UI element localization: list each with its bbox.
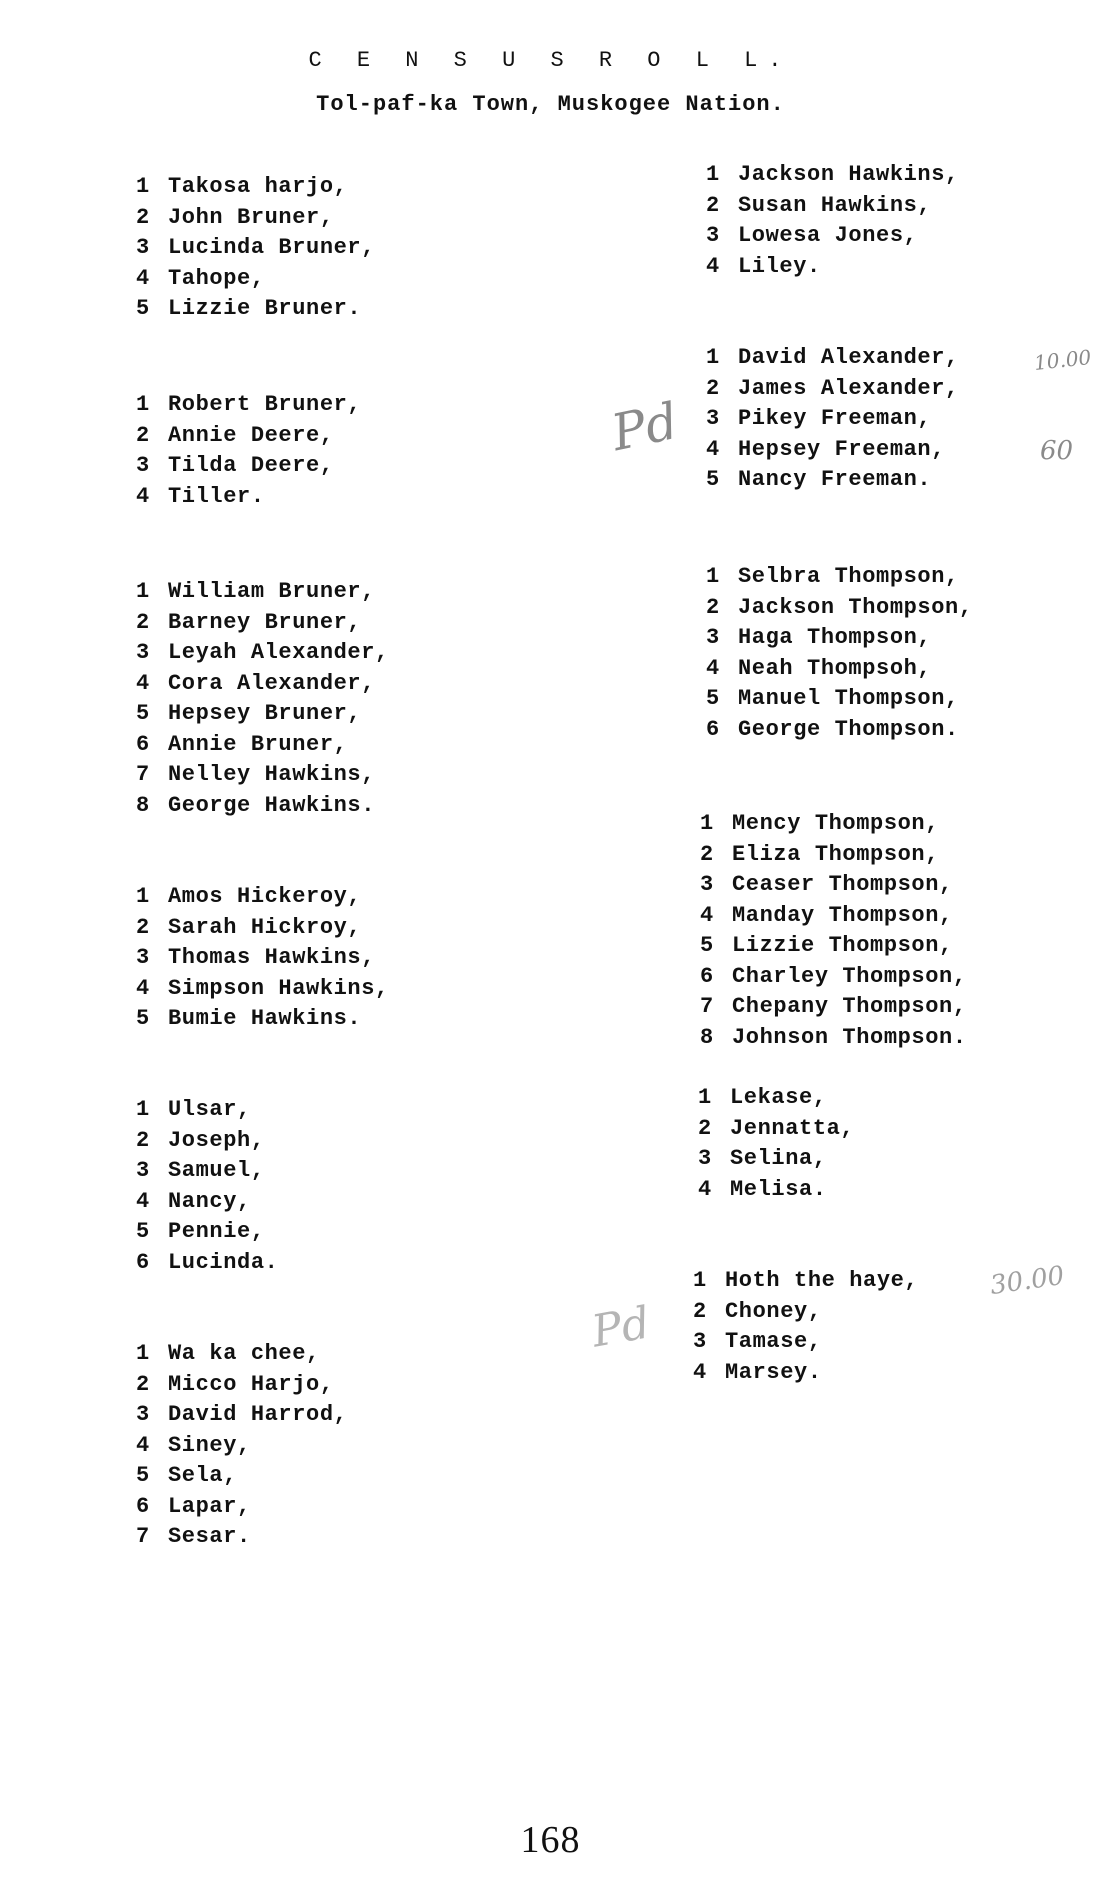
- census-entry: [706, 715, 973, 746]
- census-entry: [136, 172, 375, 203]
- entry-name: Selina,: [730, 1146, 827, 1171]
- census-entry: [136, 264, 375, 295]
- entry-name: Siney,: [168, 1432, 251, 1458]
- handwritten-amount: 10.00: [1032, 345, 1093, 375]
- entry-number: 5: [136, 701, 150, 726]
- entry-number: 1: [136, 579, 150, 604]
- census-entry: [136, 203, 375, 234]
- entry-number: 5: [136, 296, 150, 321]
- entry-number: 2: [136, 204, 150, 230]
- census-entry: [136, 1370, 347, 1401]
- entry-name: David Harrod,: [168, 1402, 348, 1427]
- entry-name: Bumie Hawkins.: [168, 1006, 362, 1031]
- family-group: [136, 577, 389, 821]
- entry-name: Sarah Hickroy,: [168, 914, 362, 940]
- entry-number: 6: [136, 1493, 150, 1519]
- census-entry: [136, 669, 389, 700]
- entry-number: 1: [706, 345, 720, 370]
- census-entry: [698, 1144, 854, 1175]
- census-entry: [136, 577, 389, 608]
- entry-name: Thomas Hawkins,: [168, 945, 376, 970]
- entry-number: 4: [136, 483, 150, 509]
- entry-name: Cora Alexander,: [168, 670, 376, 696]
- entry-number: 3: [700, 872, 714, 897]
- census-entry: [136, 1400, 347, 1431]
- family-group: [706, 160, 959, 282]
- entry-name: Amos Hickeroy,: [168, 884, 362, 909]
- family-group: [136, 882, 389, 1035]
- census-entry: [698, 1083, 854, 1114]
- entry-number: 2: [693, 1298, 707, 1324]
- entry-number: 4: [136, 1432, 150, 1458]
- census-entry: [700, 809, 967, 840]
- entry-name: Selbra Thompson,: [738, 564, 959, 589]
- census-entry: [136, 1248, 278, 1279]
- entry-number: 3: [706, 223, 720, 248]
- entry-name: Chepany Thompson,: [732, 994, 967, 1019]
- census-entry: [706, 160, 959, 191]
- family-group: [136, 172, 375, 325]
- census-entry: [136, 1217, 278, 1248]
- entry-name: Lucinda.: [168, 1249, 279, 1275]
- entry-number: 1: [136, 1341, 150, 1366]
- entry-name: James Alexander,: [738, 375, 959, 401]
- census-entry: [706, 684, 973, 715]
- entry-number: 5: [706, 686, 720, 711]
- census-entry: [136, 638, 389, 669]
- entry-number: 1: [700, 811, 714, 836]
- census-entry: [136, 294, 375, 325]
- census-entry: [706, 593, 973, 624]
- entry-name: Barney Bruner,: [168, 609, 362, 635]
- entry-number: 3: [136, 1402, 150, 1427]
- census-entry: [693, 1358, 918, 1389]
- entry-number: 6: [136, 731, 150, 757]
- census-entry: [136, 451, 361, 482]
- entry-name: Joseph,: [168, 1127, 265, 1153]
- entry-name: Manday Thompson,: [732, 902, 953, 928]
- entry-name: Hepsey Bruner,: [168, 701, 362, 726]
- entry-number: 1: [698, 1085, 712, 1110]
- census-entry: [136, 1126, 278, 1157]
- entry-name: Choney,: [725, 1298, 822, 1324]
- census-entry: [136, 974, 389, 1005]
- entry-number: 3: [693, 1329, 707, 1354]
- entry-name: Sesar.: [168, 1524, 251, 1549]
- entry-name: Annie Deere,: [168, 422, 334, 448]
- entry-name: Sela,: [168, 1463, 238, 1488]
- entry-name: Tilda Deere,: [168, 453, 334, 478]
- census-entry: [136, 608, 389, 639]
- entry-name: Marsey.: [725, 1359, 822, 1385]
- entry-number: 3: [136, 453, 150, 478]
- entry-name: Samuel,: [168, 1158, 265, 1183]
- census-entry: [700, 962, 967, 993]
- entry-number: 2: [706, 192, 720, 218]
- document-subtitle: Tol-paf-ka Town, Muskogee Nation.: [316, 92, 785, 117]
- entry-name: Robert Bruner,: [168, 392, 362, 417]
- entry-number: 3: [706, 406, 720, 431]
- entry-number: 8: [700, 1024, 714, 1050]
- entry-number: 1: [136, 1097, 150, 1122]
- census-entry: [706, 221, 959, 252]
- entry-number: 2: [136, 609, 150, 635]
- entry-number: 1: [706, 564, 720, 589]
- entry-name: Nancy,: [168, 1188, 251, 1214]
- census-entry: [700, 931, 967, 962]
- entry-number: 2: [136, 914, 150, 940]
- entry-name: Eliza Thompson,: [732, 841, 940, 867]
- entry-name: Charley Thompson,: [732, 963, 967, 989]
- entry-number: 3: [136, 945, 150, 970]
- entry-name: Liley.: [738, 253, 821, 279]
- census-entry: [706, 252, 959, 283]
- entry-number: 3: [706, 625, 720, 650]
- entry-number: 7: [136, 1524, 150, 1549]
- entry-number: 1: [693, 1268, 707, 1293]
- entry-name: Jackson Hawkins,: [738, 162, 959, 187]
- entry-name: Ceaser Thompson,: [732, 872, 953, 897]
- entry-name: Lapar,: [168, 1493, 251, 1519]
- entry-number: 4: [136, 975, 150, 1001]
- census-entry: [700, 992, 967, 1023]
- entry-name: Hepsey Freeman,: [738, 436, 946, 462]
- census-entry: [136, 699, 389, 730]
- family-group: [693, 1266, 918, 1388]
- entry-name: George Thompson.: [738, 716, 959, 742]
- entry-name: David Alexander,: [738, 345, 959, 370]
- family-group: [706, 343, 959, 496]
- census-entry: [136, 760, 389, 791]
- census-entry: [706, 374, 959, 405]
- entry-number: 4: [693, 1359, 707, 1385]
- census-entry: [136, 1156, 278, 1187]
- entry-name: Tiller.: [168, 483, 265, 509]
- census-entry: [706, 343, 959, 374]
- entry-name: Leyah Alexander,: [168, 640, 389, 665]
- entry-number: 1: [136, 392, 150, 417]
- census-entry: [136, 421, 361, 452]
- census-entry: [706, 562, 973, 593]
- entry-number: 4: [700, 902, 714, 928]
- entry-name: Lizzie Thompson,: [732, 933, 953, 958]
- entry-name: Johnson Thompson.: [732, 1024, 967, 1050]
- entry-number: 4: [706, 655, 720, 681]
- census-entry: [136, 390, 361, 421]
- census-entry: [136, 1339, 347, 1370]
- entry-name: Jackson Thompson,: [738, 594, 973, 620]
- entry-name: Wa ka chee,: [168, 1341, 320, 1366]
- entry-name: Lucinda Bruner,: [168, 235, 376, 260]
- census-entry: [693, 1327, 918, 1358]
- entry-name: Neah Thompsoh,: [738, 655, 932, 681]
- entry-number: 2: [700, 841, 714, 867]
- entry-number: 5: [136, 1006, 150, 1031]
- census-entry: [706, 191, 959, 222]
- entry-name: Ulsar,: [168, 1097, 251, 1122]
- entry-name: Manuel Thompson,: [738, 686, 959, 711]
- census-entry: [706, 435, 959, 466]
- census-entry: [698, 1175, 854, 1206]
- entry-number: 6: [700, 963, 714, 989]
- census-entry: [706, 623, 973, 654]
- census-entry: [700, 870, 967, 901]
- entry-number: 3: [136, 640, 150, 665]
- page-number: 168: [520, 1819, 581, 1861]
- entry-name: John Bruner,: [168, 204, 334, 230]
- census-entry: [136, 913, 389, 944]
- handwritten-amount: 30.00: [988, 1260, 1067, 1302]
- entry-name: Micco Harjo,: [168, 1371, 334, 1397]
- census-entry: [698, 1114, 854, 1145]
- entry-name: Haga Thompson,: [738, 625, 932, 650]
- entry-number: 1: [136, 174, 150, 199]
- family-group: [700, 809, 967, 1053]
- entry-number: 5: [700, 933, 714, 958]
- entry-number: 5: [136, 1463, 150, 1488]
- entry-name: Nancy Freeman.: [738, 467, 932, 492]
- entry-number: 6: [706, 716, 720, 742]
- entry-name: Pikey Freeman,: [738, 406, 932, 431]
- family-group: [698, 1083, 854, 1205]
- entry-number: 4: [136, 1188, 150, 1214]
- entry-number: 3: [136, 235, 150, 260]
- entry-number: 1: [136, 884, 150, 909]
- family-group: [136, 1095, 278, 1278]
- entry-number: 2: [706, 594, 720, 620]
- census-entry: [706, 465, 959, 496]
- census-entry: [136, 1522, 347, 1553]
- census-entry: [136, 1187, 278, 1218]
- entry-number: 8: [136, 792, 150, 818]
- entry-number: 2: [136, 1127, 150, 1153]
- census-entry: [136, 1492, 347, 1523]
- census-entry: [136, 943, 389, 974]
- census-entry: [136, 1095, 278, 1126]
- entry-number: 4: [706, 253, 720, 279]
- census-entry: [706, 404, 959, 435]
- entry-name: Lowesa Jones,: [738, 223, 918, 248]
- entry-number: 4: [698, 1176, 712, 1202]
- census-entry: [136, 882, 389, 913]
- entry-name: Mency Thompson,: [732, 811, 940, 836]
- census-entry: [136, 1431, 347, 1462]
- entry-number: 3: [136, 1158, 150, 1183]
- entry-name: George Hawkins.: [168, 792, 376, 818]
- family-group: [136, 390, 361, 512]
- entry-name: Hoth the haye,: [725, 1268, 919, 1293]
- entry-number: 2: [698, 1115, 712, 1141]
- entry-number: 7: [136, 762, 150, 787]
- census-entry: [136, 730, 389, 761]
- entry-name: Melisa.: [730, 1176, 827, 1202]
- census-entry: [693, 1297, 918, 1328]
- entry-name: Pennie,: [168, 1219, 265, 1244]
- handwritten-paid-mark: Pd: [606, 391, 683, 463]
- entry-name: Lekase,: [730, 1085, 827, 1110]
- entry-number: 4: [136, 265, 150, 291]
- census-entry: [136, 791, 389, 822]
- handwritten-paid-mark: Pd: [588, 1297, 654, 1358]
- entry-number: 2: [136, 1371, 150, 1397]
- entry-number: 4: [136, 670, 150, 696]
- census-entry: [693, 1266, 918, 1297]
- entry-number: 4: [706, 436, 720, 462]
- family-group: [136, 1339, 347, 1553]
- entry-name: Jennatta,: [730, 1115, 855, 1141]
- entry-name: Lizzie Bruner.: [168, 296, 362, 321]
- entry-name: Simpson Hawkins,: [168, 975, 389, 1001]
- entry-number: 2: [706, 375, 720, 401]
- entry-number: 6: [136, 1249, 150, 1275]
- entry-number: 1: [706, 162, 720, 187]
- census-entry: [136, 233, 375, 264]
- census-entry: [136, 1004, 389, 1035]
- entry-number: 7: [700, 994, 714, 1019]
- entry-number: 5: [136, 1219, 150, 1244]
- entry-name: Susan Hawkins,: [738, 192, 932, 218]
- entry-number: 3: [698, 1146, 712, 1171]
- census-entry: [700, 901, 967, 932]
- entry-name: Tamase,: [725, 1329, 822, 1354]
- entry-name: Annie Bruner,: [168, 731, 348, 757]
- census-entry: [700, 1023, 967, 1054]
- entry-name: Tahope,: [168, 265, 265, 291]
- census-entry: [700, 840, 967, 871]
- entry-number: 5: [706, 467, 720, 492]
- handwritten-amount: 60: [1040, 436, 1074, 466]
- entry-name: Nelley Hawkins,: [168, 762, 376, 787]
- family-group: [706, 562, 973, 745]
- census-entry: [136, 1461, 347, 1492]
- entry-name: William Bruner,: [168, 579, 376, 604]
- entry-number: 2: [136, 422, 150, 448]
- document-title: C E N S U S R O L L.: [308, 48, 793, 73]
- entry-name: Takosa harjo,: [168, 174, 348, 199]
- census-entry: [706, 654, 973, 685]
- census-entry: [136, 482, 361, 513]
